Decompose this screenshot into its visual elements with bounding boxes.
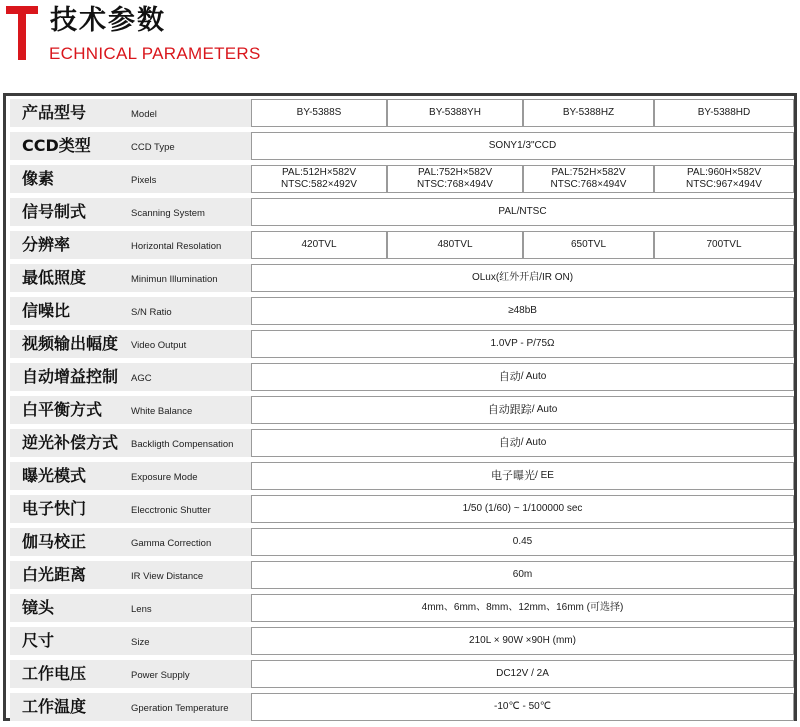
label-cn: 工作电压: [22, 664, 87, 683]
label-cn: 电子快门: [22, 499, 87, 518]
value-en: / Auto: [520, 437, 547, 448]
label-en: Scanning System: [131, 208, 205, 219]
value-cell: 1/50 (1/60) ~ 1/100000 sec: [251, 495, 794, 523]
row-label: [10, 297, 251, 325]
value-cell: 700TVL: [654, 231, 794, 259]
spec-row-video-output: [6, 330, 794, 358]
label-en: CCD Type: [131, 142, 175, 153]
ntsc-value: NTSC:967×494V: [686, 179, 762, 190]
label-en: Elecctronic Shutter: [131, 505, 211, 516]
pal-value: PAL:512H×582V: [281, 167, 357, 178]
label-cn: 分辨率: [22, 235, 71, 254]
value-cell: 4mm、6mm、8mm、12mm、16mm (可选择): [251, 594, 794, 622]
spec-row-operation-temperature: [6, 693, 794, 721]
spec-row-exposure-mode: [6, 462, 794, 490]
value-cn: 自动: [498, 436, 521, 449]
value-cell: [251, 396, 794, 424]
spec-row-lens: [6, 594, 794, 622]
row-label: [10, 330, 251, 358]
row-label: [10, 132, 251, 160]
label-en: Size: [131, 637, 150, 648]
label-en: Gamma Correction: [131, 538, 212, 549]
spec-row-scanning-system: [6, 198, 794, 226]
value-cell: -10℃ - 50℃: [251, 693, 794, 721]
pal-value: PAL:960H×582V: [686, 167, 762, 178]
label-cn: 像素: [22, 169, 55, 188]
label-cn: 逆光补偿方式: [22, 433, 119, 452]
label-en: Minimun Illumination: [131, 274, 218, 285]
spec-table: [3, 93, 797, 721]
value-cell: [251, 429, 794, 457]
spec-row-ccd-type: [6, 132, 794, 160]
label-cn: 镜头: [22, 598, 55, 617]
value-cell: BY-5388HZ: [523, 99, 654, 127]
label-cn: 信号制式: [22, 202, 87, 221]
row-label: [10, 561, 251, 589]
spec-row-pixels: [6, 165, 794, 193]
label-en: Lens: [131, 604, 152, 615]
row-label: [10, 693, 251, 721]
label-en: IR View Distance: [131, 571, 204, 582]
spec-row-power-supply: [6, 660, 794, 688]
label-cn: 工作温度: [22, 697, 87, 716]
value-cn: 自动: [498, 370, 521, 383]
label-en: Backligth Compensation: [131, 439, 234, 450]
page-title-en: ECHNICAL PARAMETERS: [49, 44, 261, 63]
value-cell: 0.45: [251, 528, 794, 556]
value-cn: 自动跟踪: [487, 403, 532, 416]
value-cell: SONY1/3"CCD: [251, 132, 794, 160]
spec-row-illumination: [6, 264, 794, 292]
row-label: [10, 99, 251, 127]
value-cell: DC12V / 2A: [251, 660, 794, 688]
value-en: / Auto: [520, 371, 547, 382]
row-label: [10, 528, 251, 556]
label-cn: 伽马校正: [22, 532, 87, 551]
label-en: White Balance: [131, 406, 193, 417]
spec-row-backlight-compensation: [6, 429, 794, 457]
row-label: [10, 363, 251, 391]
label-en: Model: [131, 109, 157, 120]
ntsc-value: NTSC:582×492V: [281, 179, 357, 190]
spec-row-agc: [6, 363, 794, 391]
value-cell: [251, 462, 794, 490]
label-en: Pixels: [131, 175, 157, 186]
label-cn: 白光距离: [22, 565, 87, 584]
pal-value: PAL:752H×582V: [417, 167, 493, 178]
ntsc-value: NTSC:768×494V: [417, 179, 493, 190]
row-label: [10, 396, 251, 424]
label-cn: 白平衡方式: [22, 400, 103, 419]
row-label: [10, 231, 251, 259]
label-cn: 最低照度: [22, 268, 87, 287]
value-cell: 420TVL: [251, 231, 387, 259]
spec-row-model: [6, 99, 794, 127]
row-label: [10, 495, 251, 523]
ntsc-value: NTSC:768×494V: [550, 179, 627, 190]
value-cell: 650TVL: [523, 231, 654, 259]
header-letter-T: [6, 0, 38, 62]
value-cell: [523, 165, 654, 193]
row-label: [10, 165, 251, 193]
value-cell: PAL/NTSC: [251, 198, 794, 226]
value-cell: [387, 165, 523, 193]
row-label: [10, 660, 251, 688]
label-en: AGC: [131, 373, 152, 384]
label-en: S/N Ratio: [131, 307, 172, 318]
spec-row-white-balance: [6, 396, 794, 424]
label-cn: 尺寸: [22, 631, 55, 650]
row-label: [10, 462, 251, 490]
spec-row-size: [6, 627, 794, 655]
row-label: [10, 429, 251, 457]
value-cell: ≥48bB: [251, 297, 794, 325]
value-cell: 210L × 90W ×90H (mm): [251, 627, 794, 655]
value-cell: BY-5388YH: [387, 99, 523, 127]
value-cell: BY-5388S: [251, 99, 387, 127]
label-en: Power Supply: [131, 670, 190, 681]
row-label: [10, 198, 251, 226]
row-label: [10, 594, 251, 622]
value-cell: 1.0VP - P/75Ω: [251, 330, 794, 358]
value-en: / Auto: [531, 404, 558, 415]
value-cn: 电子曝光: [491, 469, 536, 482]
value-cell: 480TVL: [387, 231, 523, 259]
value-cell: [654, 165, 794, 193]
spec-row-electronic-shutter: [6, 495, 794, 523]
value-cell: 60m: [251, 561, 794, 589]
pal-value: PAL:752H×582V: [551, 167, 626, 178]
row-label: [10, 627, 251, 655]
row-label: [10, 264, 251, 292]
label-cn: 自动增益控制: [22, 367, 119, 386]
page-title-cn: 技术参数: [50, 5, 166, 36]
label-cn: 信噪比: [22, 301, 71, 320]
spec-row-sn-ratio: [6, 297, 794, 325]
label-en: Video Output: [131, 340, 187, 351]
label-en: Gperation Temperature: [131, 703, 229, 714]
spec-row-ir-distance: [6, 561, 794, 589]
value-cell: BY-5388HD: [654, 99, 794, 127]
spec-row-gamma: [6, 528, 794, 556]
value-en: / EE: [535, 470, 554, 481]
label-cn: CCD类型: [22, 136, 91, 155]
label-cn: 曝光模式: [22, 466, 87, 485]
value-cell: [251, 165, 387, 193]
label-cn: 视频输出幅度: [22, 334, 119, 353]
spec-row-resolution: [6, 231, 794, 259]
label-en: Horizontal Resolation: [131, 241, 222, 252]
value-cell: [251, 363, 794, 391]
label-en: Exposure Mode: [131, 472, 198, 483]
value-cell: OLux(红外开启/IR ON): [251, 264, 794, 292]
label-cn: 产品型号: [22, 103, 87, 122]
